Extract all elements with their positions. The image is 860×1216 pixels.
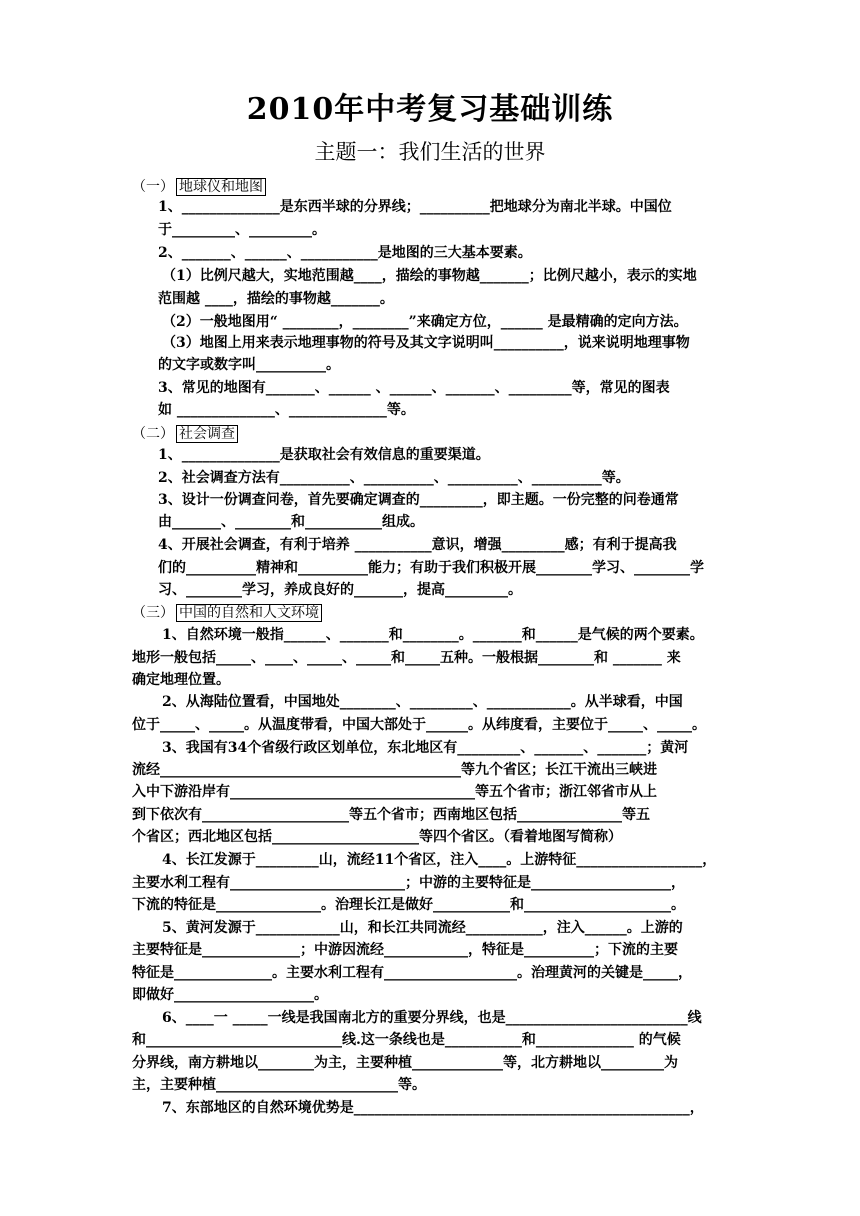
section-heading-2 xyxy=(132,423,238,443)
text-line: 主，主要种植__________________________等。 xyxy=(132,1077,426,1093)
section-number: （一） xyxy=(132,179,174,195)
text-line: 2、_______、______、___________是地图的三大基本要素。 xyxy=(158,245,532,261)
section-number: （二） xyxy=(132,426,174,442)
page-subtitle: 主题一：我们生活的世界 xyxy=(314,140,546,164)
text-line: 范围越 ____，描绘的事物越_______。 xyxy=(158,291,394,307)
text-line: 6、____一 _____一线是我国南北方的重要分界线，也是__________________________线 xyxy=(162,1010,702,1026)
text-line: 主要水利工程有_________________________；中游的主要特征是____________________， xyxy=(132,875,685,891)
text-line: （1）比例尺越大，实地范围越____，描绘的事物越_______；比例尺越小，表示的实地 xyxy=(162,268,697,284)
text-line: 们的__________精神和__________能力；有助于我们积极开展________学习、________学 xyxy=(158,560,704,576)
text-line: 4、开展社会调查，有利于培养 ___________意识，增强_________感；有利于提高我 xyxy=(158,537,677,553)
text-line: 即做好____________________。 xyxy=(132,987,328,1003)
text-line: 的文字或数字叫__________。 xyxy=(158,357,340,373)
text-line: 2、社会调查方法有__________、__________、__________、__________等。 xyxy=(158,470,630,486)
text-line: 如 ______________、______________等。 xyxy=(158,402,415,418)
text-line: 习、________学习，养成良好的_______，提高_________。 xyxy=(158,582,522,598)
text-line: 由_______、________和___________组成。 xyxy=(158,514,424,530)
text-line: 7、东部地区的自然环境优势是________________________________________________， xyxy=(162,1100,704,1116)
section-heading-3 xyxy=(132,602,322,622)
text-line: 入中下游沿岸有___________________________________等五个省市；浙江邻省市从上 xyxy=(132,784,657,800)
text-line: 下流的特征是_______________。治理长江是做好___________和_____________________。 xyxy=(132,897,685,913)
section-title: 社会调查 xyxy=(176,425,238,443)
text-line: 1、______________是东西半球的分界线；__________把地球分为南北半球。中国位 xyxy=(158,199,672,215)
text-line: 3、设计一份调查问卷，首先要确定调查的_________，即主题。一份完整的问卷通常 xyxy=(158,492,679,508)
text-line: 1、______________是获取社会有效信息的重要渠道。 xyxy=(158,447,490,463)
text-line: 5、黄河发源于____________山，和长江共同流经___________，注入______。上游的 xyxy=(162,920,683,936)
text-line: 分界线，南方耕地以________为主，主要种植_____________等，北方耕地以_________为 xyxy=(132,1055,678,1071)
text-line: 个省区；西北地区包括_____________________等四个省区。（看着地图写简称） xyxy=(132,829,622,845)
text-line: 到下依次有_____________________等五个省市；西南地区包括_______________等五 xyxy=(132,807,650,823)
text-line: （2）一般地图用“ ________，________”来确定方位，______ 是最精确的定向方法。 xyxy=(162,314,688,330)
text-line: 主要特征是______________；中游因流经____________，特征是__________；下流的主要 xyxy=(132,942,678,958)
section-number: （三） xyxy=(132,605,174,621)
text-line: 特征是______________。主要水利工程有___________________。治理黄河的关键是_____， xyxy=(132,965,692,981)
text-line: 地形一般包括_____、____、_____、_____和_____五种。一般根据________和 _______ 来 xyxy=(132,650,681,666)
text-line: 于_________、_________。 xyxy=(158,222,326,238)
section-title: 地球仪和地图 xyxy=(176,178,266,196)
text-line: 流经___________________________________________等九个省区；长江干流出三峡进 xyxy=(132,762,657,778)
text-line: 3、常见的地图有_______、______ 、______、_______、_________等，常见的图表 xyxy=(158,380,670,396)
section-title: 中国的自然和人文环境 xyxy=(176,604,322,622)
text-line: 3、我国有34个省级行政区划单位，东北地区有_________、_______、_______；黄河 xyxy=(162,740,689,756)
text-line: 2、从海陆位置看，中国地处________、_________、____________。从半球看，中国 xyxy=(162,694,683,710)
text-line: 1、自然环境一般指______、_______和________。_______和______是气候的两个要素。 xyxy=(162,627,704,643)
text-line: 和____________________________线.这一条线也是___________和______________ 的气候 xyxy=(132,1032,681,1048)
text-line: 位于_____、_____。从温度带看，中国大部处于______。从纬度看，主要位于_____、_____。 xyxy=(132,717,706,733)
section-heading-1 xyxy=(132,176,266,196)
page-title: 2010年中考复习基础训练 xyxy=(246,92,614,127)
text-line: 4、长江发源于_________山，流经11个省区，注入____。上游特征__________________， xyxy=(162,852,717,868)
text-line: 确定地理位置。 xyxy=(132,672,230,688)
text-line: （3）地图上用来表示地理事物的符号及其文字说明叫__________，说来说明地理事物 xyxy=(162,335,690,351)
